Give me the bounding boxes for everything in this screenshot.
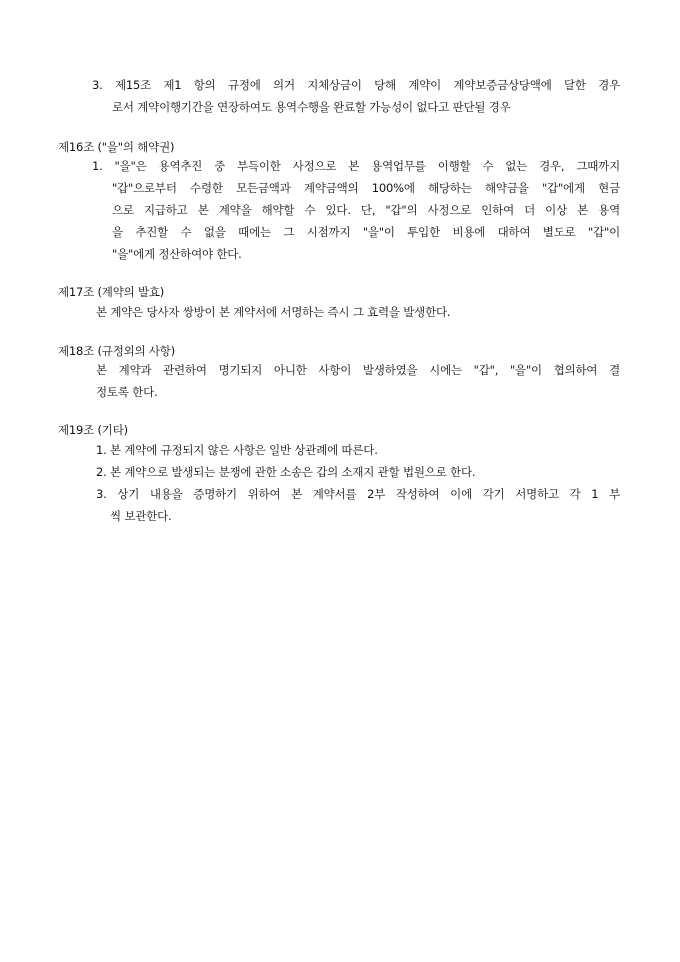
article-19-item-3-line-1: 3. 상기 내용을 증명하기 위하여 본 계약서를 2부 작성하여 이에 각기 서명하고 각 1 부 <box>96 487 620 501</box>
article-18-heading: 제18조 (규정외의 사항) <box>58 344 175 358</box>
article-16-heading: 제16조 ("을"의 해약권) <box>58 140 175 154</box>
article-18-body-line-1: 본 계약과 관련하여 명기되지 아니한 사항이 발생하였을 시에는 "갑", "을"이 협의하여 결 <box>96 363 620 377</box>
article-17-heading: 제17조 (계약의 발효) <box>58 285 165 299</box>
article-19-item-1: 1. 본 계약에 규정되지 않은 사항은 일반 상관례에 따른다. <box>96 443 378 457</box>
intro-item-3-line-2: 로서 계약이행기간을 연장하여도 용역수행을 완료할 가능성이 없다고 판단될 경우 <box>112 100 511 114</box>
article-16-item-1-line-2: "갑"으로부터 수령한 모든금액과 계약금액의 100%에 해당하는 해약금을 "갑"에게 현금 <box>112 181 620 195</box>
article-18-body-line-2: 정토록 한다. <box>96 385 158 399</box>
article-19-item-3-line-2: 씩 보관한다. <box>110 509 172 523</box>
article-16-item-1-line-5: "을"에게 정산하여야 한다. <box>112 247 242 261</box>
article-16-item-1-line-1: 1. "을"은 용역추진 중 부득이한 사정으로 본 용역업무를 이행할 수 없는 경우, 그때까지 <box>92 159 620 173</box>
article-19-item-2: 2. 본 계약으로 발생되는 분쟁에 관한 소송은 갑의 소재지 관할 법원으로 한다. <box>96 465 476 479</box>
article-16-item-1-line-4: 을 추진할 수 없을 때에는 그 시점까지 "을"이 투입한 비용에 대하여 별도로 "갑"이 <box>112 225 620 239</box>
intro-item-3-line-1: 3. 제15조 제1 항의 규정에 의거 지체상금이 당해 계약이 계약보증금상당액에 달한 경우 <box>92 78 620 92</box>
article-16-item-1-line-3: 으로 지급하고 본 계약을 해약할 수 있다. 단, "갑"의 사정으로 인하여 더 이상 본 용역 <box>112 203 620 217</box>
article-17-body: 본 계약은 당사자 쌍방이 본 계약서에 서명하는 즉시 그 효력을 발생한다. <box>96 305 451 319</box>
article-19-heading: 제19조 (기타) <box>58 423 128 437</box>
